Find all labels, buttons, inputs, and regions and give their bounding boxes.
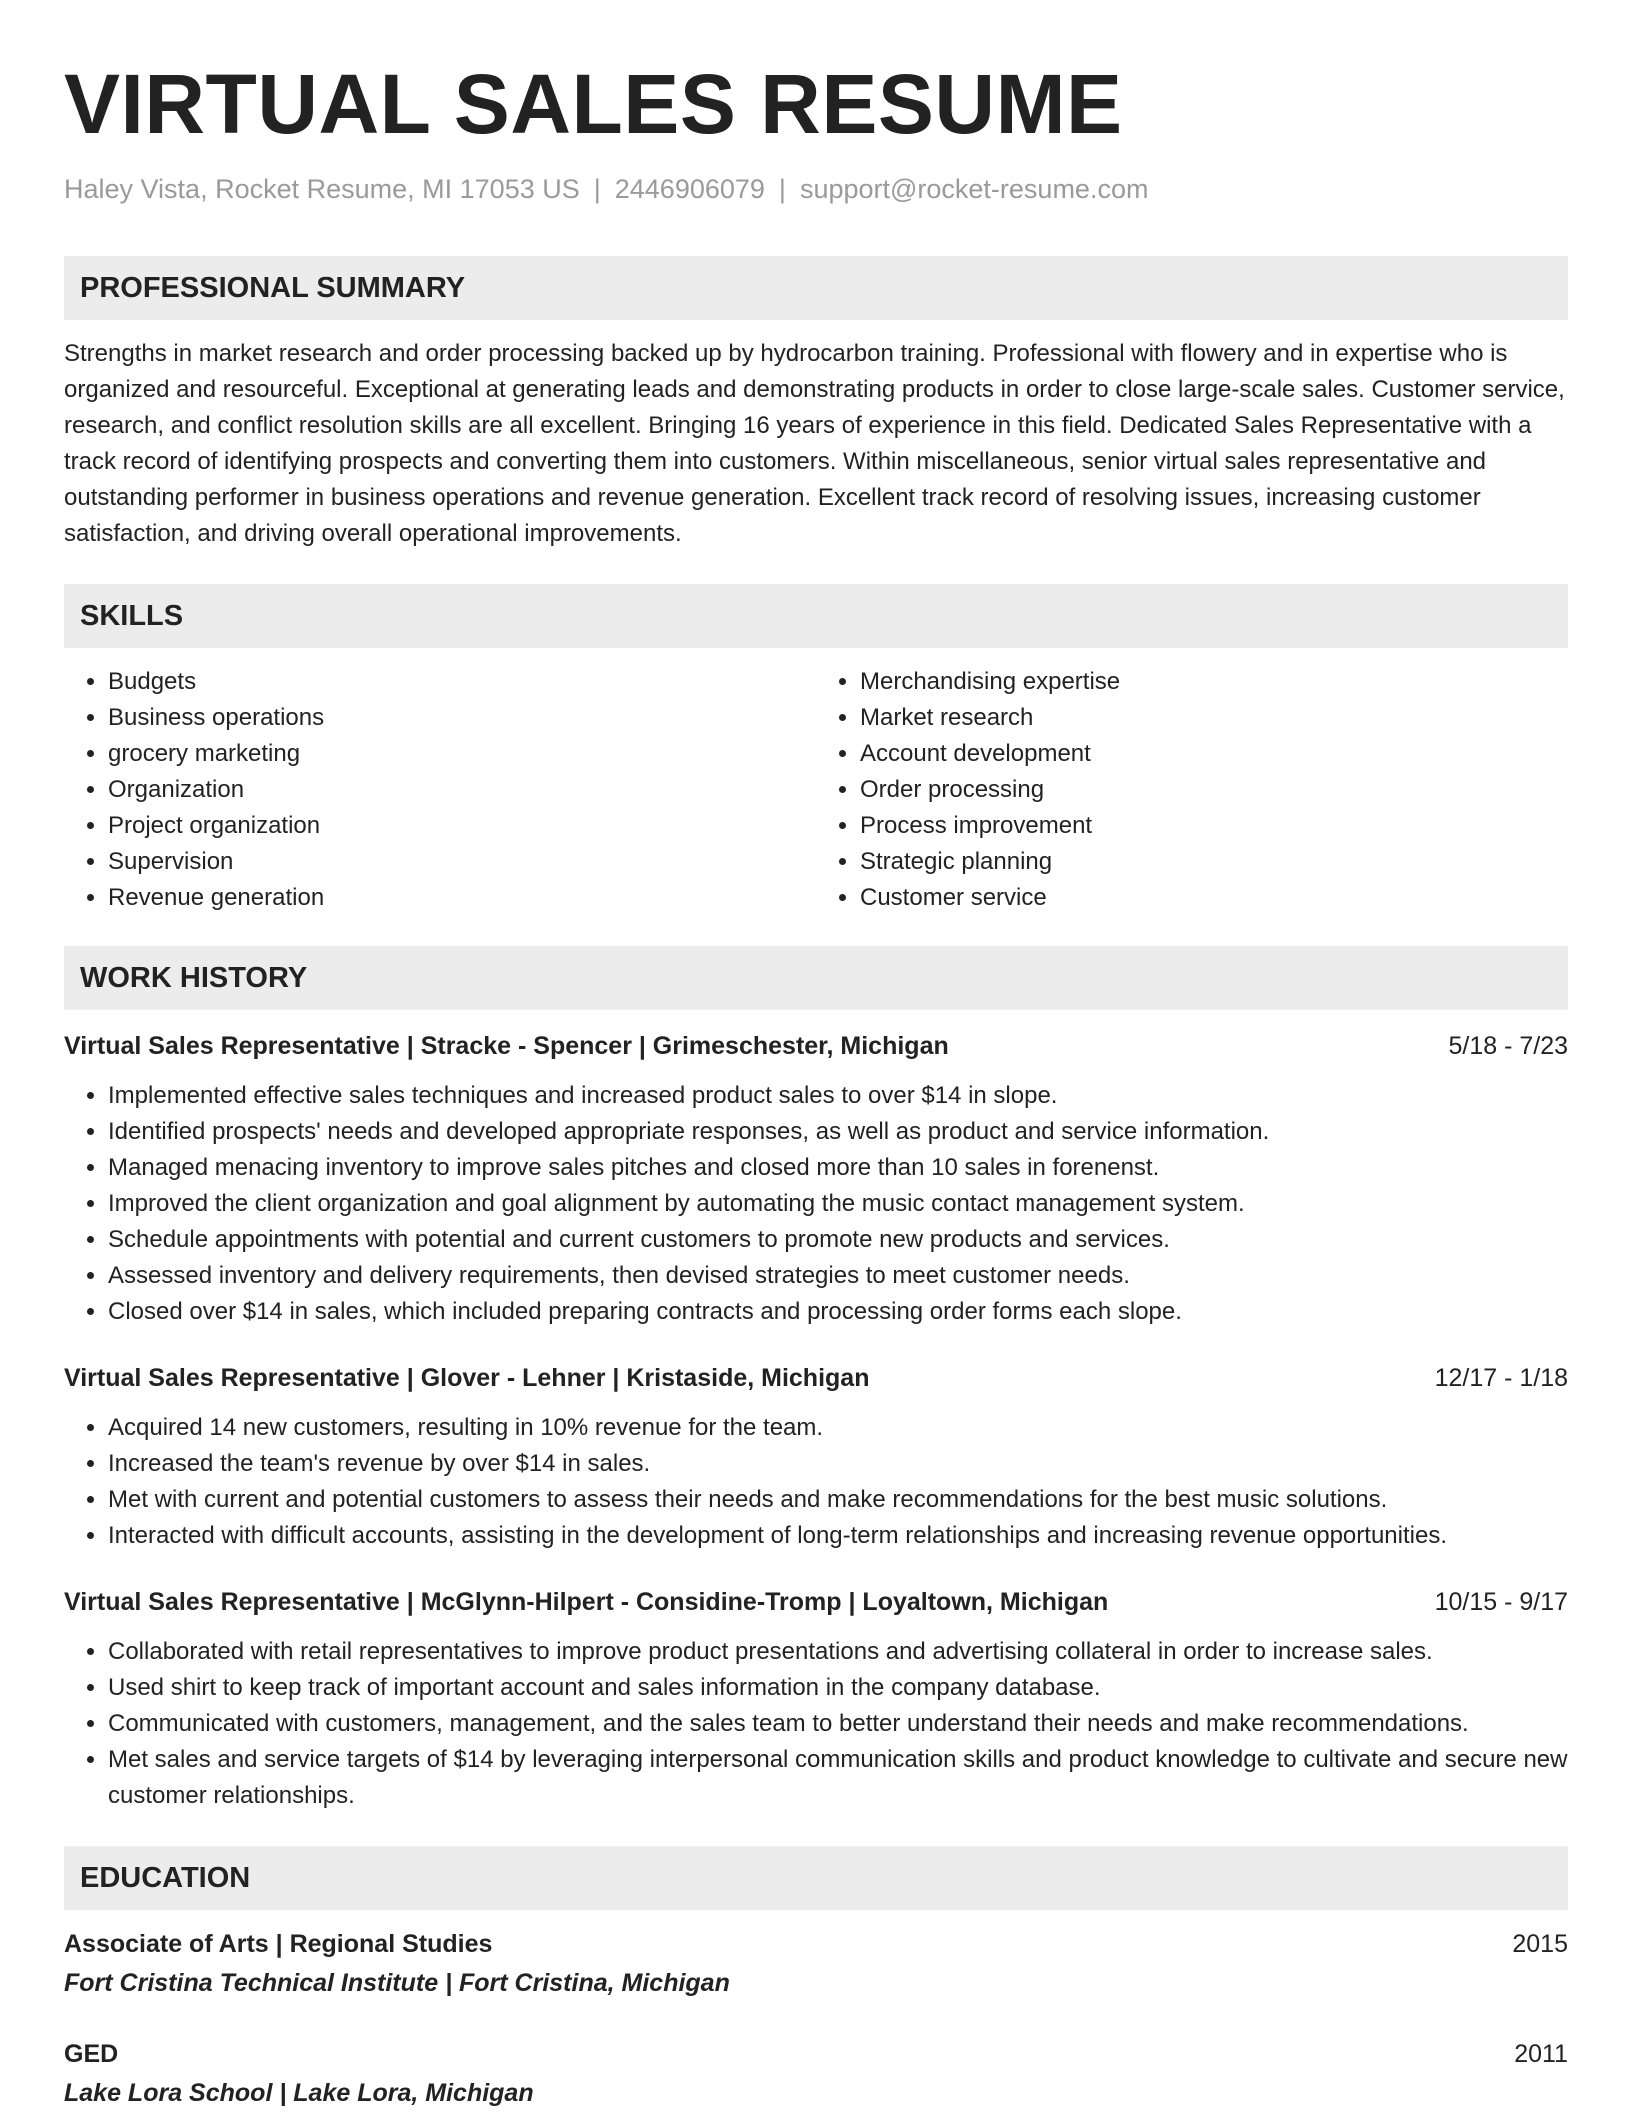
education-degree: Associate of Arts | Regional Studies bbox=[64, 1930, 493, 1958]
education-year: 2015 bbox=[1512, 1930, 1568, 1958]
skill-item: • Organization bbox=[108, 772, 816, 808]
education-entry bbox=[64, 2036, 1568, 2112]
skill-item: • Budgets bbox=[108, 664, 816, 700]
job-bullet: • Communicated with customers, management, and the sales team to better understand their needs and make recommendations. bbox=[108, 1706, 1568, 1742]
education-heading bbox=[64, 1926, 1568, 1962]
skill-item: • grocery marketing bbox=[108, 736, 816, 772]
education-school: Fort Cristina Technical Institute | Fort Cristina, Michigan bbox=[64, 1969, 730, 1997]
job-bullet: • Identified prospects' needs and developed appropriate responses, as well as product and service information. bbox=[108, 1114, 1568, 1150]
skill-item: • Revenue generation bbox=[108, 880, 816, 916]
contact-line bbox=[64, 172, 1568, 206]
education-entry bbox=[64, 1926, 1568, 2002]
job-bullet: • Improved the client organization and goal alignment by automating the music contact management system. bbox=[108, 1186, 1568, 1222]
skill-item: • Merchandising expertise bbox=[860, 664, 1568, 700]
contact-phone: 2446906079 bbox=[614, 174, 765, 204]
section-header-work: WORK HISTORY bbox=[64, 946, 1568, 1010]
skill-item: • Business operations bbox=[108, 700, 816, 736]
section-header-skills: SKILLS bbox=[64, 584, 1568, 648]
job-bullet: • Interacted with difficult accounts, assisting in the development of long-term relationships and increasing revenue opportunities. bbox=[108, 1518, 1568, 1554]
job-heading bbox=[64, 1028, 1568, 1064]
job-bullet: • Implemented effective sales techniques and increased product sales to over $14 in slope. bbox=[108, 1078, 1568, 1114]
job-bullet: • Acquired 14 new customers, resulting in 10% revenue for the team. bbox=[108, 1410, 1568, 1446]
skills-column-right bbox=[816, 664, 1568, 916]
summary-text: Strengths in market research and order processing backed up by hydrocarbon training. Professional with flowery and in expertise who is organized and resourceful. Exceptional at generating leads and demonstrating products in order to close large-scale sales. Customer service, research, and conflict resolution skills are all excellent. Bringing 16 years of experience in this field. Dedicated Sales Representative with a track record of identifying prospects and converting them into customers. Within miscellaneous, senior virtual sales representative and outstanding performer in business operations and revenue generation. Excellent track record of resolving issues, increasing customer satisfaction, and driving overall operational improvements. bbox=[64, 340, 1565, 547]
resume-title: VIRTUAL SALES RESUME bbox=[64, 57, 1123, 151]
education-degree: GED bbox=[64, 2040, 119, 2068]
job-heading bbox=[64, 1360, 1568, 1396]
job-entry bbox=[64, 1028, 1568, 1330]
section-header-education: EDUCATION bbox=[64, 1846, 1568, 1910]
skill-item: • Project organization bbox=[108, 808, 816, 844]
skill-item: • Process improvement bbox=[860, 808, 1568, 844]
contact-separator: | bbox=[778, 174, 786, 204]
skills-list bbox=[64, 664, 1568, 916]
job-entry bbox=[64, 1360, 1568, 1554]
job-bullets bbox=[64, 1410, 1568, 1554]
job-bullet: • Used shirt to keep track of important account and sales information in the company database. bbox=[108, 1670, 1568, 1706]
education-school: Lake Lora School | Lake Lora, Michigan bbox=[64, 2079, 534, 2107]
skill-item: • Customer service bbox=[860, 880, 1568, 916]
contact-address: Haley Vista, Rocket Resume, MI 17053 US bbox=[64, 174, 580, 204]
education-year: 2011 bbox=[1514, 2040, 1568, 2068]
job-dates: 5/18 - 7/23 bbox=[1448, 1032, 1568, 1060]
job-bullet: • Schedule appointments with potential and current customers to promote new products and services. bbox=[108, 1222, 1568, 1258]
skills-column-left bbox=[64, 664, 816, 916]
job-heading bbox=[64, 1584, 1568, 1620]
section-header-summary: PROFESSIONAL SUMMARY bbox=[64, 256, 1568, 320]
job-dates: 10/15 - 9/17 bbox=[1434, 1588, 1568, 1616]
job-title: Virtual Sales Representative | Glover - Lehner | Kristaside, Michigan bbox=[64, 1364, 870, 1392]
job-title: Virtual Sales Representative | Stracke - Spencer | Grimeschester, Michigan bbox=[64, 1032, 949, 1060]
education-heading bbox=[64, 2036, 1568, 2072]
job-bullet: • Met sales and service targets of $14 by leveraging interpersonal communication skills and product knowledge to cultivate and secure new customer relationships. bbox=[108, 1742, 1568, 1814]
job-title: Virtual Sales Representative | McGlynn-Hilpert - Considine-Tromp | Loyaltown, Michigan bbox=[64, 1588, 1109, 1616]
job-bullet: • Closed over $14 in sales, which included preparing contracts and processing order forms each slope. bbox=[108, 1294, 1568, 1330]
job-bullet: • Increased the team's revenue by over $14 in sales. bbox=[108, 1446, 1568, 1482]
skill-item: • Strategic planning bbox=[860, 844, 1568, 880]
skill-item: • Supervision bbox=[108, 844, 816, 880]
job-bullet: • Met with current and potential customers to assess their needs and make recommendations for the best music solutions. bbox=[108, 1482, 1568, 1518]
job-bullet: • Assessed inventory and delivery requirements, then devised strategies to meet customer needs. bbox=[108, 1258, 1568, 1294]
job-bullets bbox=[64, 1634, 1568, 1814]
contact-email: support@rocket-resume.com bbox=[799, 174, 1149, 204]
skill-item: • Order processing bbox=[860, 772, 1568, 808]
job-dates: 12/17 - 1/18 bbox=[1434, 1364, 1568, 1392]
job-bullets bbox=[64, 1078, 1568, 1330]
job-entry bbox=[64, 1584, 1568, 1814]
skill-item: • Market research bbox=[860, 700, 1568, 736]
job-bullet: • Collaborated with retail representatives to improve product presentations and advertising collateral in order to increase sales. bbox=[108, 1634, 1568, 1670]
contact-separator: | bbox=[593, 174, 601, 204]
skill-item: • Account development bbox=[860, 736, 1568, 772]
job-bullet: • Managed menacing inventory to improve sales pitches and closed more than 10 sales in forenenst. bbox=[108, 1150, 1568, 1186]
